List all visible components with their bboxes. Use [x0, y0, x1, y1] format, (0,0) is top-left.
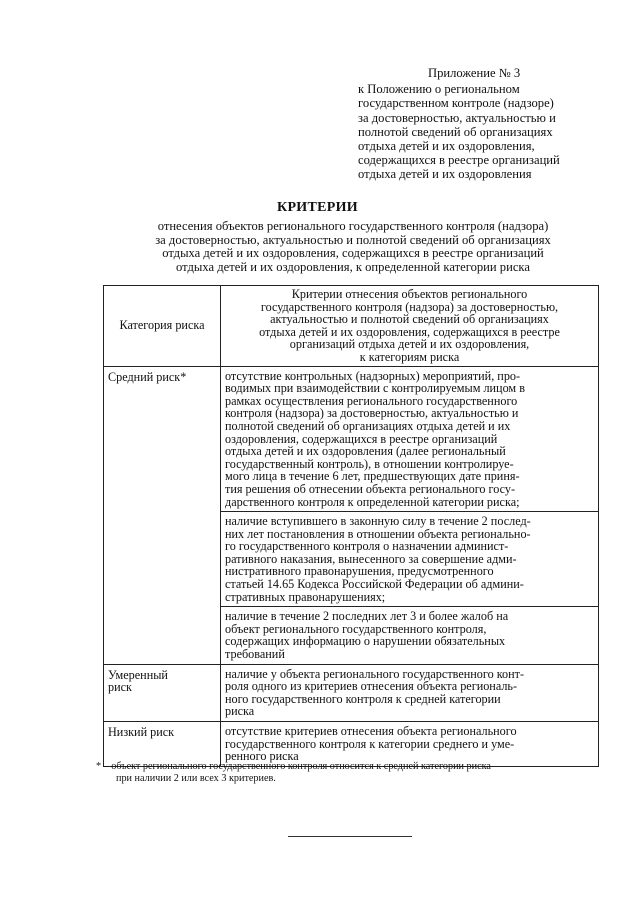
- subtitle-line: за достоверностью, актуальностью и полнотой сведений об организациях: [155, 232, 551, 247]
- criterion-item: [221, 607, 598, 663]
- criterion-line: ренного риска: [225, 749, 299, 764]
- risk-category-label: Средний риск*: [108, 369, 187, 384]
- criterion-item: [221, 367, 598, 513]
- criteria-table: [103, 285, 599, 767]
- appendix-line: к Положению о региональном: [358, 82, 520, 97]
- document-subtitle: [108, 220, 598, 274]
- criterion-line: содержащих информацию о нарушении обязательных: [225, 634, 506, 649]
- risk-category: [104, 664, 221, 721]
- criterion-line: наличие вступившего в законную силу в течение 2 послед-: [225, 514, 531, 529]
- risk-category-label: Низкий риск: [108, 725, 175, 739]
- footnote: [96, 761, 606, 785]
- subtitle-line: отнесения объектов регионального государственного контроля (надзора): [157, 219, 549, 233]
- criterion-line: наличие в течение 2 последних лет 3 и более жалоб на: [225, 609, 509, 624]
- document-title: КРИТЕРИИ: [277, 200, 358, 215]
- criterion-line: ного государственного контроля к средней категории: [225, 691, 501, 706]
- criterion-line: стративных правонарушениях;: [225, 589, 386, 604]
- table-row: [104, 664, 599, 721]
- criterion-line: отсутствие критериев отнесения объекта регионального: [225, 724, 517, 738]
- criterion-item: [221, 722, 598, 766]
- criterion-line: объект регионального государственного контроля,: [225, 621, 487, 636]
- appendix-line: государственном контроле (надзоре): [358, 96, 554, 111]
- risk-category: [104, 722, 221, 767]
- header-line: актуальностью и полнотой сведений об организациях: [270, 312, 549, 327]
- risk-category-label: риск: [108, 680, 132, 695]
- criterion-line: го государственного контроля о назначении админист-: [225, 539, 509, 554]
- criterion-line: контроля (надзора) за достоверностью, актуальностью и: [225, 406, 519, 421]
- footnote-line: при наличии 2 или всех 3 критериев.: [116, 773, 276, 784]
- subtitle-line: отдыха детей и их оздоровления, содержащихся в реестре организаций: [162, 246, 544, 261]
- table-row: [104, 366, 599, 664]
- subtitle-line: отдыха детей и их оздоровления, к определенной категории риска: [176, 259, 530, 274]
- header-criteria: [221, 286, 599, 367]
- criterion-line: отсутствие контрольных (надзорных) мероприятий, про-: [225, 368, 521, 383]
- appendix-line: за достоверностью, актуальностью и: [358, 110, 556, 125]
- table-header-row: [104, 286, 599, 367]
- criteria-cell: [221, 722, 599, 767]
- criterion-line: рамках осуществления регионального государственного: [225, 393, 518, 408]
- appendix-block: [358, 66, 608, 182]
- criterion-line: ративного наказания, вынесенного за совершение адми-: [225, 551, 517, 566]
- appendix-line: полнотой сведений об организациях: [358, 124, 553, 139]
- separator-line: [288, 836, 412, 837]
- criterion-line: них лет постановления в отношении объекта регионально-: [225, 526, 531, 541]
- header-line: к категориям риска: [359, 349, 460, 364]
- criterion-line: риска: [225, 704, 255, 719]
- criterion-line: государственного контроля к категории среднего и уме-: [225, 736, 515, 751]
- criterion-line: статьей 14.65 Кодекса Российской Федерации об админи-: [225, 577, 524, 592]
- criterion-line: требований: [225, 647, 285, 662]
- criterion-item: [221, 665, 598, 721]
- criterion-line: полнотой сведений об организациях отдыха детей и их: [225, 418, 511, 433]
- appendix-number: Приложение № 3: [428, 66, 521, 80]
- criteria-cell: [221, 366, 599, 664]
- risk-category-label: Умеренный: [108, 667, 168, 682]
- criterion-line: мого лица в течение 6 лет, предшествующих дате приня-: [225, 469, 520, 484]
- table-row: [104, 722, 599, 767]
- appendix-line: отдыха детей и их оздоровления,: [358, 139, 535, 154]
- criterion-line: наличие у объекта регионального государственного конт-: [225, 666, 525, 681]
- appendix-line: содержащихся в реестре организаций: [358, 153, 560, 168]
- criteria-cell: [221, 664, 599, 721]
- criterion-item: [221, 512, 598, 607]
- criterion-line: дарственного контроля к определенной категории риска;: [225, 494, 520, 509]
- header-line: Критерии отнесения объектов регионального: [291, 287, 528, 301]
- criterion-line: тия решения об отнесении объекта регионального госу-: [225, 481, 516, 496]
- criterion-line: оздоровления, содержащихся в реестре организаций: [225, 431, 498, 446]
- header-line: организаций отдыха детей и их оздоровления,: [289, 337, 530, 352]
- header-line: государственного контроля (надзора) за достоверностью,: [260, 299, 559, 314]
- risk-category: [104, 366, 221, 664]
- criterion-line: водимых при взаимодействии с контролируемым лицом в: [225, 381, 525, 396]
- footnote-line: * – объект регионального государственного контроля относится к средней категории риска: [96, 761, 491, 772]
- header-category: Категория риска: [104, 286, 221, 367]
- criterion-line: нистративного правонарушения, предусмотренного: [225, 564, 494, 579]
- criterion-line: отдыха детей и их оздоровления (далее региональный: [225, 444, 506, 459]
- appendix-line: отдыха детей и их оздоровления: [358, 167, 532, 182]
- criterion-line: государственный контроль), в отношении контролируе-: [225, 456, 514, 471]
- criterion-line: роля одного из критериев отнесения объекта региональ-: [225, 679, 518, 694]
- header-line: отдыха детей и их оздоровления, содержащихся в реестре: [259, 324, 560, 339]
